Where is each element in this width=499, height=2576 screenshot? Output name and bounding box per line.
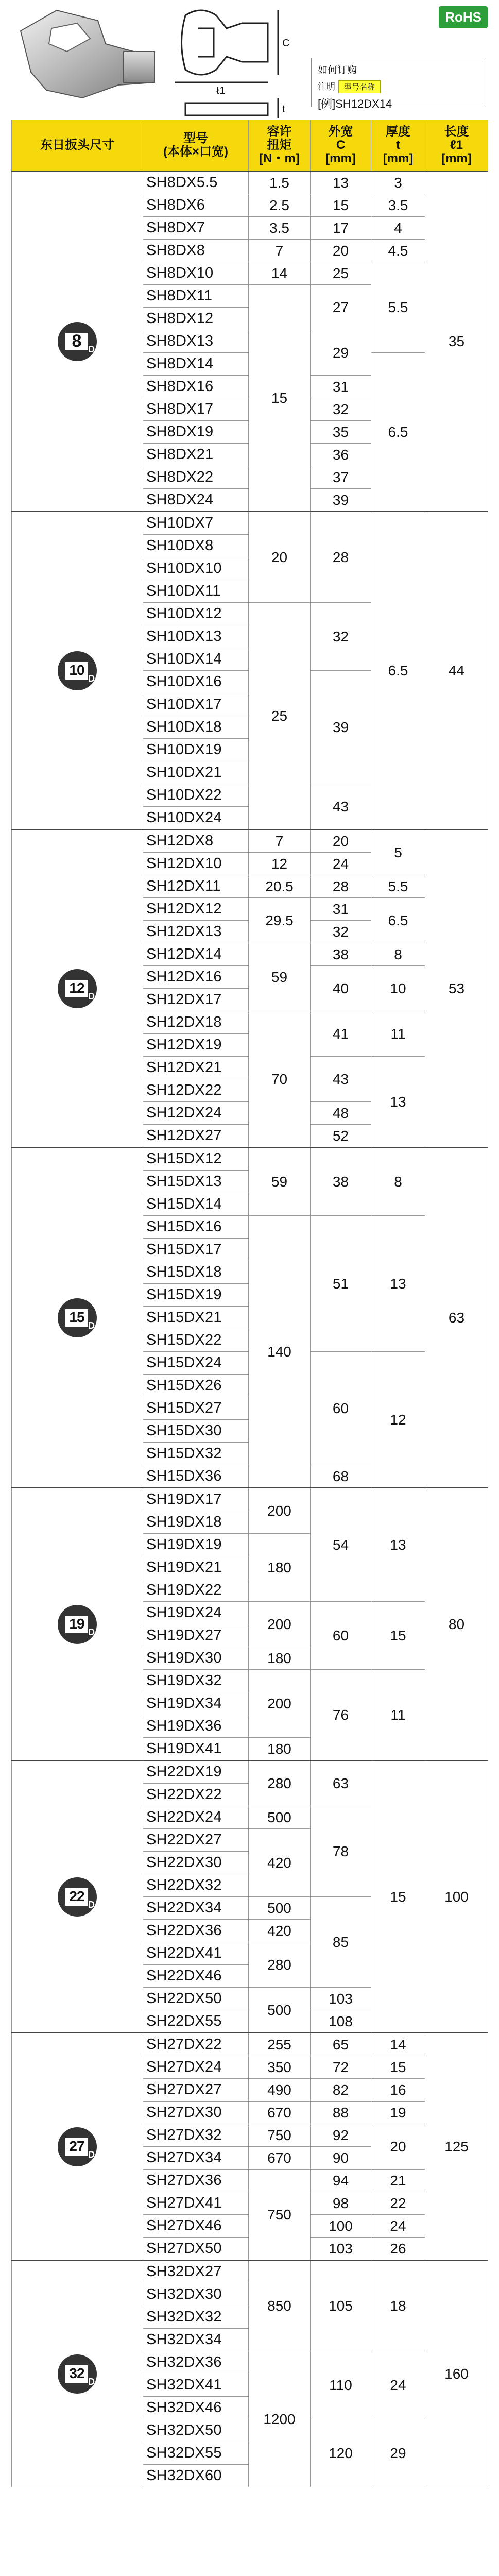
size-badge-suffix: D: [88, 2149, 95, 2160]
model-cell: SH15DX19: [143, 1284, 249, 1307]
torque-cell: 180: [249, 1647, 311, 1670]
torque-cell: 59: [249, 943, 311, 1011]
thick-cell: 18: [371, 2260, 425, 2351]
torque-cell: 7: [249, 829, 311, 853]
model-cell: SH12DX16: [143, 966, 249, 989]
order-info-box: [311, 58, 486, 110]
torque-cell: 500: [249, 1806, 311, 1829]
order-note-label: 注明: [318, 82, 335, 92]
thick-cell: 13: [371, 1057, 425, 1148]
size-badge-suffix: D: [88, 2376, 95, 2387]
model-cell: SH12DX24: [143, 1102, 249, 1125]
size-badge-suffix: D: [88, 1626, 95, 1637]
width-cell: 20: [311, 240, 371, 262]
length-cell: 100: [425, 1760, 488, 2033]
torque-cell: 200: [249, 1602, 311, 1647]
model-cell: SH8DX12: [143, 308, 249, 330]
table-header-row: [12, 120, 488, 172]
thick-cell: 15: [371, 1602, 425, 1670]
model-cell: SH32DX30: [143, 2283, 249, 2306]
model-cell: SH8DX22: [143, 466, 249, 489]
size-badge-cell: [12, 1488, 143, 1760]
table-row: [12, 2260, 488, 2283]
model-cell: SH19DX41: [143, 1738, 249, 1761]
torque-cell: 180: [249, 1738, 311, 1761]
model-cell: SH15DX32: [143, 1443, 249, 1465]
width-cell: 60: [311, 1352, 371, 1465]
thick-cell: 8: [371, 943, 425, 966]
model-cell: SH27DX46: [143, 2215, 249, 2238]
model-cell: SH12DX14: [143, 943, 249, 966]
width-cell: 51: [311, 1216, 371, 1352]
width-cell: 100: [311, 2215, 371, 2238]
model-cell: SH10DX18: [143, 716, 249, 739]
model-cell: SH15DX36: [143, 1465, 249, 1488]
width-cell: 32: [311, 398, 371, 421]
model-cell: SH15DX17: [143, 1239, 249, 1261]
width-cell: 90: [311, 2147, 371, 2170]
thick-cell: 26: [371, 2238, 425, 2261]
width-cell: 92: [311, 2124, 371, 2147]
size-badge-suffix: D: [88, 1899, 95, 1910]
size-badge-cell: [12, 1147, 143, 1488]
model-cell: SH19DX19: [143, 1534, 249, 1556]
thick-cell: 20: [371, 2124, 425, 2170]
model-cell: SH19DX36: [143, 1715, 249, 1738]
size-badge-number: 15: [69, 1309, 84, 1325]
model-cell: SH10DX10: [143, 557, 249, 580]
col-width: 外宽 C [mm]: [311, 120, 371, 172]
size-badge-number: 8: [72, 331, 82, 351]
model-cell: SH32DX36: [143, 2351, 249, 2374]
model-cell: SH15DX12: [143, 1147, 249, 1171]
model-cell: SH12DX22: [143, 1079, 249, 1102]
torque-cell: 20: [249, 512, 311, 603]
torque-cell: 180: [249, 1534, 311, 1602]
thick-cell: 24: [371, 2215, 425, 2238]
width-cell: 43: [311, 784, 371, 830]
width-cell: 15: [311, 194, 371, 217]
table-row: [12, 1760, 488, 1784]
model-cell: SH10DX16: [143, 671, 249, 693]
torque-cell: 280: [249, 1760, 311, 1806]
model-cell: SH8DX19: [143, 421, 249, 444]
model-cell: SH15DX27: [143, 1397, 249, 1420]
thick-cell: 13: [371, 1216, 425, 1352]
thick-cell: 6.5: [371, 898, 425, 943]
model-cell: SH27DX22: [143, 2033, 249, 2056]
thick-cell: 11: [371, 1011, 425, 1057]
torque-cell: 25: [249, 603, 311, 830]
thick-cell: 5.5: [371, 875, 425, 898]
table-row: [12, 1488, 488, 1511]
width-cell: 39: [311, 489, 371, 512]
width-cell: 41: [311, 1011, 371, 1057]
wrench-head-illustration: [0, 0, 309, 120]
table-row: [12, 512, 488, 535]
model-cell: SH22DX27: [143, 1829, 249, 1852]
model-cell: SH32DX32: [143, 2306, 249, 2329]
model-cell: SH15DX18: [143, 1261, 249, 1284]
model-cell: SH22DX46: [143, 1965, 249, 1988]
thick-cell: 15: [371, 1760, 425, 2033]
torque-cell: 12: [249, 853, 311, 875]
width-cell: 85: [311, 1897, 371, 1988]
thick-cell: 3: [371, 171, 425, 194]
model-cell: SH32DX60: [143, 2465, 249, 2487]
model-cell: SH8DX21: [143, 444, 249, 466]
page-header: [0, 0, 499, 120]
model-cell: SH10DX11: [143, 580, 249, 603]
size-badge-number: 10: [69, 662, 84, 678]
torque-cell: 59: [249, 1147, 311, 1216]
model-cell: SH32DX55: [143, 2442, 249, 2465]
model-cell: SH8DX13: [143, 330, 249, 353]
torque-cell: 670: [249, 2147, 311, 2170]
width-cell: 54: [311, 1488, 371, 1602]
order-example: [例]SH12DX14: [318, 97, 392, 110]
table-row: [12, 829, 488, 853]
length-cell: 44: [425, 512, 488, 829]
model-cell: SH12DX11: [143, 875, 249, 898]
width-cell: 110: [311, 2351, 371, 2419]
length-cell: 53: [425, 829, 488, 1147]
thick-cell: 21: [371, 2170, 425, 2192]
model-cell: SH8DX24: [143, 489, 249, 512]
length-cell: 125: [425, 2033, 488, 2260]
size-badge-suffix: D: [88, 344, 95, 354]
size-badge: [58, 2354, 97, 2394]
thick-cell: 14: [371, 2033, 425, 2056]
model-cell: SH27DX24: [143, 2056, 249, 2079]
width-cell: 43: [311, 1057, 371, 1102]
width-cell: 76: [311, 1670, 371, 1761]
size-badge-cell: [12, 1760, 143, 2033]
thick-cell: 22: [371, 2192, 425, 2215]
model-cell: SH12DX18: [143, 1011, 249, 1034]
width-cell: 94: [311, 2170, 371, 2192]
thick-cell: 24: [371, 2351, 425, 2419]
model-cell: SH22DX41: [143, 1942, 249, 1965]
thick-cell: 10: [371, 966, 425, 1011]
width-cell: 38: [311, 1147, 371, 1216]
thick-cell: 11: [371, 1670, 425, 1761]
model-cell: SH22DX19: [143, 1760, 249, 1784]
torque-cell: 750: [249, 2170, 311, 2261]
width-cell: 32: [311, 921, 371, 943]
width-cell: 88: [311, 2102, 371, 2124]
size-badge-cell: [12, 829, 143, 1147]
rohs-badge: RoHS: [439, 6, 488, 28]
model-cell: SH19DX22: [143, 1579, 249, 1602]
size-badge-cell: [12, 512, 143, 829]
thick-cell: 19: [371, 2102, 425, 2124]
model-cell: SH10DX8: [143, 535, 249, 557]
thick-cell: 3.5: [371, 194, 425, 217]
model-cell: SH19DX18: [143, 1511, 249, 1534]
table-row: [12, 1147, 488, 1171]
width-cell: 108: [311, 2010, 371, 2033]
torque-cell: 420: [249, 1829, 311, 1897]
model-cell: SH22DX32: [143, 1874, 249, 1897]
thick-cell: 5.5: [371, 262, 425, 353]
model-cell: SH27DX50: [143, 2238, 249, 2261]
model-cell: SH12DX12: [143, 898, 249, 921]
thick-cell: 5: [371, 829, 425, 875]
width-cell: 28: [311, 875, 371, 898]
width-cell: 98: [311, 2192, 371, 2215]
thick-cell: 12: [371, 1352, 425, 1488]
model-cell: SH27DX36: [143, 2170, 249, 2192]
torque-cell: 14: [249, 262, 311, 285]
size-badge: [58, 1298, 97, 1337]
model-cell: SH32DX41: [143, 2374, 249, 2397]
model-cell: SH8DX11: [143, 285, 249, 308]
size-badge-suffix: D: [88, 673, 95, 684]
model-cell: SH22DX34: [143, 1897, 249, 1920]
model-cell: SH15DX13: [143, 1171, 249, 1193]
width-cell: 65: [311, 2033, 371, 2056]
svg-text:ℓ1: ℓ1: [216, 85, 226, 96]
model-cell: SH32DX34: [143, 2329, 249, 2351]
model-cell: SH8DX5.5: [143, 171, 249, 194]
table-row: [12, 171, 488, 194]
thick-cell: 6.5: [371, 512, 425, 829]
thick-cell: 15: [371, 2056, 425, 2079]
model-cell: SH12DX19: [143, 1034, 249, 1057]
model-cell: SH27DX30: [143, 2102, 249, 2124]
order-title: 如何订购: [318, 65, 357, 76]
model-cell: SH10DX12: [143, 603, 249, 625]
svg-text:C: C: [282, 38, 290, 49]
model-cell: SH22DX36: [143, 1920, 249, 1942]
table-row: [12, 2033, 488, 2056]
model-cell: SH12DX10: [143, 853, 249, 875]
model-cell: SH15DX21: [143, 1307, 249, 1329]
torque-cell: 200: [249, 1488, 311, 1534]
model-cell: SH19DX34: [143, 1692, 249, 1715]
model-cell: SH15DX16: [143, 1216, 249, 1239]
model-cell: SH10DX14: [143, 648, 249, 671]
size-badge-cell: [12, 2260, 143, 2487]
model-cell: SH8DX14: [143, 353, 249, 376]
model-cell: SH32DX50: [143, 2419, 249, 2442]
thick-cell: 4.5: [371, 240, 425, 262]
width-cell: 29: [311, 330, 371, 376]
model-cell: SH22DX55: [143, 2010, 249, 2033]
size-badge-number: 12: [69, 979, 84, 996]
model-cell: SH15DX24: [143, 1352, 249, 1375]
torque-cell: 70: [249, 1011, 311, 1148]
torque-cell: 490: [249, 2079, 311, 2102]
length-cell: 63: [425, 1147, 488, 1488]
model-cell: SH15DX14: [143, 1193, 249, 1216]
torque-cell: 350: [249, 2056, 311, 2079]
thick-cell: 6.5: [371, 353, 425, 512]
model-cell: SH12DX17: [143, 989, 249, 1011]
width-cell: 60: [311, 1602, 371, 1670]
torque-cell: 1.5: [249, 171, 311, 194]
size-badge-number: 27: [69, 2138, 84, 2154]
torque-cell: 500: [249, 1988, 311, 2033]
width-cell: 27: [311, 285, 371, 330]
torque-cell: 280: [249, 1942, 311, 1988]
width-cell: 82: [311, 2079, 371, 2102]
size-badge: [58, 1877, 97, 1917]
size-badge-number: 19: [69, 1615, 84, 1632]
torque-cell: 670: [249, 2102, 311, 2124]
width-cell: 103: [311, 1988, 371, 2010]
torque-cell: 2.5: [249, 194, 311, 217]
model-cell: SH27DX27: [143, 2079, 249, 2102]
model-cell: SH27DX34: [143, 2147, 249, 2170]
model-cell: SH32DX46: [143, 2397, 249, 2419]
torque-cell: 3.5: [249, 217, 311, 240]
svg-text:t: t: [282, 104, 285, 115]
thick-cell: 29: [371, 2419, 425, 2487]
model-cell: SH8DX16: [143, 376, 249, 398]
model-cell: SH19DX21: [143, 1556, 249, 1579]
size-badge-cell: [12, 2033, 143, 2260]
model-cell: SH22DX22: [143, 1784, 249, 1806]
model-cell: SH19DX17: [143, 1488, 249, 1511]
model-cell: SH22DX50: [143, 1988, 249, 2010]
width-cell: 31: [311, 376, 371, 398]
width-cell: 35: [311, 421, 371, 444]
width-cell: 78: [311, 1806, 371, 1897]
order-note: [318, 79, 479, 93]
width-cell: 38: [311, 943, 371, 966]
thick-cell: 8: [371, 1147, 425, 1216]
model-cell: SH12DX21: [143, 1057, 249, 1079]
torque-cell: 1200: [249, 2351, 311, 2487]
width-cell: 36: [311, 444, 371, 466]
size-badge: [58, 1605, 97, 1644]
model-cell: SH32DX27: [143, 2260, 249, 2283]
model-cell: SH12DX8: [143, 829, 249, 853]
order-note-chip: 型号名称: [338, 80, 381, 93]
model-cell: SH15DX22: [143, 1329, 249, 1352]
width-cell: 37: [311, 466, 371, 489]
width-cell: 39: [311, 671, 371, 784]
model-cell: SH19DX30: [143, 1647, 249, 1670]
width-cell: 120: [311, 2419, 371, 2487]
length-cell: 80: [425, 1488, 488, 1760]
torque-cell: 750: [249, 2124, 311, 2147]
width-cell: 72: [311, 2056, 371, 2079]
col-size: 东日扳头尺寸: [12, 120, 143, 172]
size-badge-cell: [12, 171, 143, 512]
model-cell: SH10DX17: [143, 693, 249, 716]
model-cell: SH10DX7: [143, 512, 249, 535]
model-cell: SH10DX19: [143, 739, 249, 761]
model-cell: SH22DX24: [143, 1806, 249, 1829]
width-cell: 63: [311, 1760, 371, 1806]
col-torque: 容许 扭矩 [N・m]: [249, 120, 311, 172]
width-cell: 24: [311, 853, 371, 875]
size-badge-suffix: D: [88, 1320, 95, 1331]
model-cell: SH12DX13: [143, 921, 249, 943]
model-cell: SH10DX21: [143, 761, 249, 784]
thick-cell: 16: [371, 2079, 425, 2102]
size-badge: [58, 651, 97, 690]
width-cell: 52: [311, 1125, 371, 1148]
model-cell: SH19DX24: [143, 1602, 249, 1624]
width-cell: 40: [311, 966, 371, 1011]
spec-table: [11, 120, 488, 2487]
model-cell: SH8DX8: [143, 240, 249, 262]
size-badge-number: 22: [69, 1888, 84, 1904]
torque-cell: 7: [249, 240, 311, 262]
model-cell: SH15DX26: [143, 1375, 249, 1397]
model-cell: SH27DX32: [143, 2124, 249, 2147]
size-badge: [58, 322, 97, 361]
width-cell: 31: [311, 898, 371, 921]
length-cell: 35: [425, 171, 488, 512]
thick-cell: 13: [371, 1488, 425, 1602]
model-cell: SH12DX27: [143, 1125, 249, 1148]
torque-cell: 20.5: [249, 875, 311, 898]
torque-cell: 15: [249, 285, 311, 512]
model-cell: SH10DX13: [143, 625, 249, 648]
size-badge-number: 32: [69, 2365, 84, 2381]
torque-cell: 255: [249, 2033, 311, 2056]
model-cell: SH8DX17: [143, 398, 249, 421]
model-cell: SH8DX6: [143, 194, 249, 217]
model-cell: SH19DX32: [143, 1670, 249, 1692]
col-length: 长度 ℓ1 [mm]: [425, 120, 488, 172]
size-badge: [58, 969, 97, 1008]
torque-cell: 200: [249, 1670, 311, 1738]
model-cell: SH27DX41: [143, 2192, 249, 2215]
thick-cell: 4: [371, 217, 425, 240]
model-cell: SH10DX24: [143, 807, 249, 830]
torque-cell: 420: [249, 1920, 311, 1942]
torque-cell: 500: [249, 1897, 311, 1920]
torque-cell: 140: [249, 1216, 311, 1488]
size-badge: [58, 2127, 97, 2166]
model-cell: SH8DX10: [143, 262, 249, 285]
model-cell: SH19DX27: [143, 1624, 249, 1647]
model-cell: SH22DX30: [143, 1852, 249, 1874]
width-cell: 13: [311, 171, 371, 194]
model-cell: SH15DX30: [143, 1420, 249, 1443]
width-cell: 105: [311, 2260, 371, 2351]
width-cell: 20: [311, 829, 371, 853]
torque-cell: 850: [249, 2260, 311, 2351]
col-thickness: 厚度 t [mm]: [371, 120, 425, 172]
width-cell: 32: [311, 603, 371, 671]
width-cell: 25: [311, 262, 371, 285]
model-cell: SH10DX22: [143, 784, 249, 807]
width-cell: 48: [311, 1102, 371, 1125]
size-badge-suffix: D: [88, 991, 95, 1002]
width-cell: 28: [311, 512, 371, 603]
torque-cell: 29.5: [249, 898, 311, 943]
model-cell: SH8DX7: [143, 217, 249, 240]
width-cell: 17: [311, 217, 371, 240]
length-cell: 160: [425, 2260, 488, 2487]
col-model: 型号 (本体×口宽): [143, 120, 249, 172]
width-cell: 103: [311, 2238, 371, 2261]
width-cell: 68: [311, 1465, 371, 1488]
